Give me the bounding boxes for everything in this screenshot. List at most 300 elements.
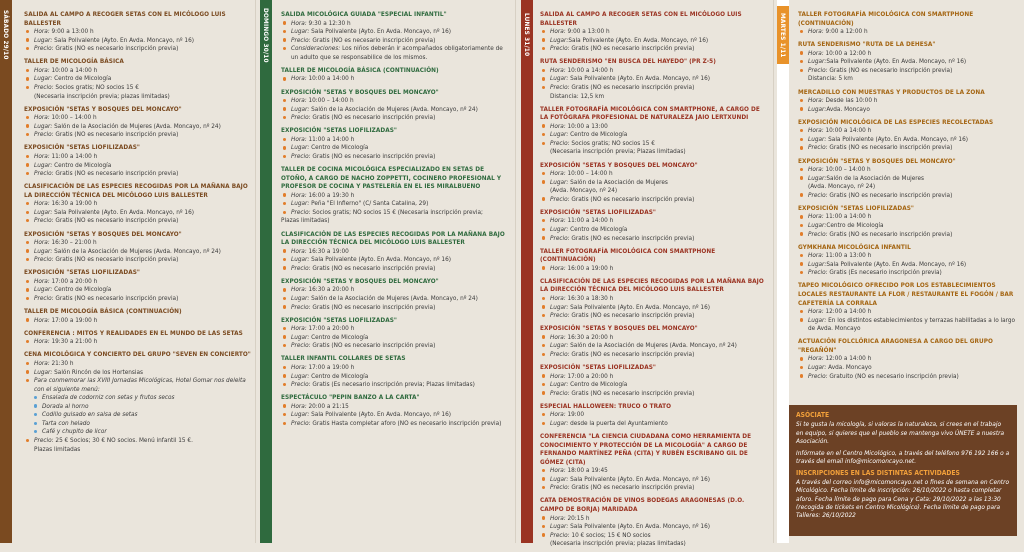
- menu-item: Dorada al horno: [24, 402, 252, 411]
- detail-value: Gratuito (NO es necesario inscripción previa): [827, 371, 959, 380]
- detail-value: (Necesaria inscripción previa; plazas limitadas): [550, 539, 686, 548]
- detail-key: Lugar:: [34, 160, 53, 169]
- event-detail: [798, 260, 1020, 269]
- event-detail: [24, 208, 252, 217]
- detail-value: Sala Polivalente (Ayto. En Avda. Moncayo, nº 16): [309, 27, 451, 36]
- detail-value: Gratis (NO es necesario inscripción previa): [310, 263, 436, 272]
- detail-value: Plazas limitadas: [34, 444, 81, 453]
- event-title: TALLER DE MICOLOGÍA BÁSICA: [24, 57, 124, 66]
- event-item: [798, 243, 1020, 277]
- detail-value: 12:00 a 14:00 h: [823, 354, 872, 363]
- event-title: TAPEO MICOLÓGICO OFRECIDO POR LOS ESTABLECIMIENTOS LOCALES RESTAURANTE LA FLOR / RESTAURANTE EL FOGÓN / BAR CAFETERÍA LA CORRALA: [798, 281, 1014, 307]
- detail-key: Hora:: [34, 359, 50, 368]
- detail-key: Hora:: [808, 126, 824, 135]
- event-detail: [540, 74, 770, 83]
- detail-key: Lugar:: [550, 177, 569, 186]
- detail-key: Precio:: [291, 418, 311, 427]
- detail-key: Hora:: [34, 199, 50, 208]
- event-title: TALLER FOTOGRAFÍA MICOLÓGICA CON SMARTPHONE, A CARGO DE LA FOTÓGRAFA PROFESIONAL DE NATURALEZA JAIO LERTXUNDI: [540, 104, 760, 122]
- event-title: GYMKHANA MICOLÓGICA INFANTIL: [798, 242, 911, 251]
- detail-value: 17:00 a 20:00 h: [49, 276, 98, 285]
- event-detail: [798, 126, 1020, 135]
- detail-value: (Necesaria inscripción previa; plazas limitadas): [34, 91, 170, 100]
- detail-value: 9:30 a 12:30 h: [306, 18, 351, 27]
- detail-key: Lugar:: [291, 27, 310, 36]
- detail-value: desde la puerta del Ayuntamiento: [568, 418, 668, 427]
- asociate-box: [789, 405, 1017, 536]
- event-detail: [281, 96, 511, 105]
- detail-key: Precio:: [550, 138, 570, 147]
- detail-key: Hora:: [291, 134, 307, 143]
- detail-key: Precio:: [550, 44, 570, 53]
- event-detail: [798, 221, 1020, 230]
- event-detail: [281, 74, 511, 83]
- event-detail: [798, 372, 1020, 381]
- detail-value: Avda. Moncayo: [826, 362, 872, 371]
- event-item: [281, 165, 511, 225]
- detail-key: Precio:: [291, 207, 311, 216]
- event-detail: [281, 324, 511, 333]
- event-item: [281, 230, 511, 273]
- event-detail: [24, 247, 252, 256]
- detail-key: Precio:: [291, 151, 311, 160]
- event-detail: [798, 354, 1020, 363]
- event-item: [24, 230, 252, 264]
- menu-item: Café y chupito de licor: [24, 427, 252, 436]
- event-detail: [24, 216, 252, 225]
- event-detail: [798, 143, 1020, 152]
- event-detail: [540, 83, 770, 92]
- detail-value: 9:00 a 12:00 h: [823, 27, 868, 36]
- event-detail: [540, 311, 770, 320]
- detail-key: Hora:: [808, 27, 824, 36]
- detail-key: Hora:: [808, 251, 824, 260]
- event-title: EXPOSICIÓN "SETAS LIOFILIZADAS": [281, 315, 397, 324]
- event-item: [24, 57, 252, 100]
- event-title: CONFERENCIA "LA CIENCIA CIUDADANA COMO HERRAMIENTA DE CONOCIMIENTO Y PROTECCIÓN DE LA MICOLOGÍA" A CARGO DE FERNANDO MARTÍNEZ PEÑA (CITA) Y RUBÉN ESCRIBANO GIL DE GÓMEZ (CITA): [540, 432, 752, 466]
- spine-martes: [777, 0, 789, 543]
- event-item: [540, 363, 770, 397]
- detail-key: Hora:: [808, 307, 824, 316]
- day-label-domingo: DOMINGO 30/10: [262, 7, 270, 63]
- event-detail: [540, 92, 770, 101]
- event-item: [540, 161, 770, 204]
- event-title: RUTA SENDERISMO "RUTA DE LA DEHESA": [798, 40, 936, 49]
- detail-value: 11:00 a 14:00 h: [565, 216, 614, 225]
- detail-value: Gratis (NO es necesario inscripción previa): [569, 388, 695, 397]
- detail-key: Lugar:: [550, 35, 569, 44]
- detail-value: 17:00 a 20:00 h: [306, 324, 355, 333]
- column-divider: [515, 0, 516, 543]
- detail-key: Hora:: [291, 285, 307, 294]
- day-label-martes: MARTES 1/11: [779, 12, 787, 58]
- detail-value: Gratis (NO es necesario inscripción previa): [53, 44, 179, 53]
- event-detail: [24, 122, 252, 131]
- detail-value: 19:30 a 21:00 h: [49, 337, 98, 346]
- detail-key: Precio:: [34, 44, 54, 53]
- event-item: [798, 10, 1020, 36]
- event-title: ESPECIAL HALLOWEEN: TRUCO O TRATO: [540, 401, 672, 410]
- detail-value: Gratis (NO es necesario inscripción previa): [569, 233, 695, 242]
- detail-value: Sala Polivalente (Ayto. En Avda. Moncayo, nº 16): [52, 35, 194, 44]
- event-detail: [798, 251, 1020, 260]
- detail-value: Salón Rincón de los Hortensias: [52, 367, 143, 376]
- detail-value: En los distintos establecimientos y terrazas habilitadas a lo largo de Avda. Moncayo: [808, 315, 1016, 333]
- event-item: [24, 10, 252, 53]
- detail-value: 10:00 – 14:00 h: [823, 165, 871, 174]
- event-detail: [798, 230, 1020, 239]
- detail-key: Lugar:: [34, 367, 53, 376]
- detail-value: 10:00 a 13:00: [565, 121, 608, 130]
- detail-value: Centro de Micología: [568, 224, 628, 233]
- detail-value: 10:00 – 14:00 h: [49, 113, 97, 122]
- event-detail: [798, 268, 1020, 277]
- event-detail: [281, 264, 511, 273]
- detail-key: Hora:: [550, 121, 566, 130]
- detail-value: Sala Polivalente (Ayto. En Avda. Moncayo, nº 16): [309, 410, 451, 419]
- detail-value: 17:00 a 20:00 h: [565, 371, 614, 380]
- detail-key: Hora:: [291, 74, 307, 83]
- detail-key: Hora:: [550, 371, 566, 380]
- detail-value: Socios gratis; NO socios 15 €: [569, 138, 655, 147]
- event-detail: [540, 372, 770, 381]
- detail-value: Centro de Micología: [309, 143, 369, 152]
- event-detail: [24, 277, 252, 286]
- detail-value: Gratis (NO es necesario inscripción previa): [53, 130, 179, 139]
- detail-key: Hora:: [808, 48, 824, 57]
- detail-value: Gratis (Es necesario inscripción previa; Plazas limitadas): [310, 380, 475, 389]
- detail-value: Gratis (NO es necesario inscripción previa): [53, 293, 179, 302]
- column-divider: [255, 0, 256, 543]
- detail-value: Distancia: 12,5 km: [550, 91, 605, 100]
- detail-key: Precio:: [550, 311, 570, 320]
- event-detail: [540, 178, 770, 187]
- event-detail: [540, 225, 770, 234]
- detail-key: Hora:: [550, 293, 566, 302]
- detail-key: Precio:: [34, 435, 54, 444]
- event-detail: [798, 135, 1020, 144]
- detail-key: Precio:: [291, 35, 311, 44]
- detail-key: Hora:: [291, 96, 307, 105]
- event-item: [798, 40, 1020, 83]
- detail-key: Precio:: [808, 268, 828, 277]
- event-detail: [24, 161, 252, 170]
- event-detail: [281, 143, 511, 152]
- event-detail: [24, 436, 252, 445]
- detail-value: Gratis (NO es necesario inscripción previa): [569, 194, 695, 203]
- detail-key: Precio:: [550, 483, 570, 492]
- detail-value: Desde las 10:00 h: [823, 96, 878, 105]
- event-detail: [798, 66, 1020, 75]
- detail-key: Lugar:: [34, 74, 53, 83]
- event-detail: [540, 514, 770, 523]
- event-item: [540, 208, 770, 242]
- detail-key: Lugar:: [808, 134, 827, 143]
- event-detail: [798, 74, 1020, 83]
- event-title: TALLER FOTOGRAFÍA MICOLÓGICA CON SMARTPHONE (CONTINUACIÓN): [798, 10, 974, 27]
- detail-key: Lugar:: [550, 522, 569, 531]
- event-detail: [281, 27, 511, 36]
- detail-value: Gratis (Es necesario inscripción previa): [827, 268, 942, 277]
- detail-key: Lugar:: [34, 246, 53, 255]
- detail-key: Precio:: [291, 380, 311, 389]
- detail-key: Precio:: [34, 169, 54, 178]
- event-detail: [540, 341, 770, 350]
- detail-key: Lugar:: [291, 143, 310, 152]
- event-detail: [24, 199, 252, 208]
- detail-key: Precio:: [550, 233, 570, 242]
- detail-value: 16:00 a 19:30 h: [306, 190, 355, 199]
- event-detail: [798, 182, 1020, 191]
- detail-key: Hora:: [291, 190, 307, 199]
- detail-key: Hora:: [808, 212, 824, 221]
- event-detail: [540, 531, 770, 540]
- detail-value: Gratis (NO es necesario inscripción previa): [569, 349, 695, 358]
- detail-value: Centro de Micología: [52, 285, 112, 294]
- detail-value: 17:00 a 19:00 h: [49, 315, 98, 324]
- detail-key: Para conmemorar las XVIII Jornadas Micológicas, Hotel Gomar nos deleita con el siguiente menú:: [34, 376, 246, 393]
- event-detail: [24, 359, 252, 368]
- event-title: RUTA SENDERISMO "EN BUSCA DEL HAYEDO" (PR Z-5): [540, 57, 716, 66]
- detail-key: Lugar:: [550, 474, 569, 483]
- event-item: [540, 277, 770, 320]
- event-detail: [281, 191, 511, 200]
- event-detail: [24, 83, 252, 92]
- event-item: [24, 105, 252, 139]
- detail-key: Hora:: [550, 65, 566, 74]
- event-detail: [24, 316, 252, 325]
- detail-key: Consideraciones:: [291, 44, 341, 53]
- event-detail: [798, 307, 1020, 316]
- detail-key: Precio:: [291, 341, 311, 350]
- event-detail: [540, 130, 770, 139]
- inscripciones-text: A través del correo info@micomoncayo.net o fines de semana en Centro Micológico. Fecha límite de inscripción: 26/10/2022 o hasta completar aforo. Fecha límite de pago para Cena y Cata: 29/10/2022 a las 13:30 (recogida de tickets en Centro Micológico). Fecha límite de pago para Talleres: 26/10/2022: [796, 478, 1010, 520]
- detail-key: Precio:: [550, 388, 570, 397]
- detail-value: Sala Polivalente (Ayto. En Avda. Moncayo, nº 16): [826, 134, 968, 143]
- detail-value: Centro de Micología: [52, 74, 112, 83]
- event-title: CLASIFICACIÓN DE LAS ESPECIES RECOGIDAS POR LA MAÑANA BAJO LA DIRECCIÓN TÉCNICA DEL MICÓLOGO LUIS BALLESTER: [24, 182, 248, 199]
- detail-key: Lugar:: [550, 302, 569, 311]
- detail-value: Gratis (NO es necesario inscripción previa): [310, 302, 436, 311]
- detail-value: Gratis (NO es necesario inscripción previa): [827, 190, 953, 199]
- detail-key: Precio:: [291, 263, 311, 272]
- detail-value: 10:00 – 14:00 h: [306, 96, 354, 105]
- detail-key: Hora:: [34, 315, 50, 324]
- detail-value: Centro de Micología: [826, 221, 884, 229]
- event-detail: [24, 368, 252, 377]
- detail-value: 10:00 a 12:00 h: [823, 48, 872, 57]
- detail-key: Hora:: [291, 362, 307, 371]
- event-detail: [281, 285, 511, 294]
- event-detail: Plazas limitadas): [281, 216, 330, 225]
- event-item: [798, 281, 1020, 332]
- detail-key: Hora:: [808, 96, 824, 105]
- event-detail: [798, 57, 1020, 66]
- detail-key: Precio:: [550, 349, 570, 358]
- detail-value: 11:00 a 14:00 h: [823, 212, 872, 221]
- event-title: CONFERENCIA : MITOS Y REALIDADES EN EL MUNDO DE LAS SETAS: [24, 328, 243, 337]
- detail-value: 10:00 a 14:00 h: [49, 65, 98, 74]
- event-item: [24, 350, 252, 453]
- detail-value: Gratis (NO es necesario inscripción previa): [53, 169, 179, 178]
- event-detail: [24, 152, 252, 161]
- detail-value: Centro de Micología: [568, 130, 628, 139]
- detail-key: Precio:: [34, 255, 54, 264]
- detail-value: 19:00: [565, 410, 585, 419]
- detail-key: Lugar:: [291, 410, 310, 419]
- event-detail: [24, 294, 252, 303]
- detail-value: Gratis (NO es necesario inscripción previa): [310, 35, 436, 44]
- detail-value: Sala Polivalente (Ayto. En Avda. Moncayo, nº 16): [826, 57, 967, 66]
- event-detail: [540, 539, 770, 548]
- event-detail: [281, 113, 511, 122]
- detail-key: Hora:: [550, 466, 566, 475]
- event-item: [798, 204, 1020, 238]
- detail-key: Lugar:: [34, 285, 53, 294]
- event-item: [798, 118, 1020, 152]
- detail-value: Salón de la Asociación de Mujeres: [568, 177, 668, 186]
- event-detail: [540, 380, 770, 389]
- detail-value: Sala Polivalente (Ayto. En Avda. Moncayo, nº 16): [568, 74, 710, 83]
- event-item: [281, 393, 511, 427]
- event-detail: [798, 105, 1020, 114]
- event-title: MERCADILLO CON MUESTRAS Y PRODUCTOS DE LA ZONA: [798, 87, 985, 96]
- detail-value: Gratis (NO es necesario inscripción previa): [569, 82, 695, 91]
- detail-key: Precio:: [808, 229, 828, 238]
- detail-value: 11:00 a 13:00 h: [823, 251, 872, 260]
- detail-value: (Avda. Moncayo, nº 24): [808, 182, 876, 191]
- detail-key: Lugar:: [291, 104, 310, 113]
- event-detail: [540, 350, 770, 359]
- event-item: [798, 337, 1020, 380]
- detail-value: Sala Polivalente (Ayto. En Avda. Moncayo, nº 16): [826, 259, 967, 268]
- event-title: EXPOSICIÓN "SETAS LIOFILIZADAS": [798, 203, 914, 212]
- day-label-lunes: LUNES 31/10: [523, 13, 531, 57]
- detail-value: 16:30 a 18:30 h: [565, 293, 614, 302]
- detail-value: 18:00 a 19:45: [565, 466, 608, 475]
- event-detail: [540, 410, 770, 419]
- detail-key: Precio:: [808, 143, 828, 152]
- detail-key: Lugar:: [291, 332, 310, 341]
- event-item: [281, 88, 511, 122]
- event-detail: [281, 419, 511, 428]
- asociate-text: Si te gusta la micología, si valoras la naturaleza, si crees en el trabajo en equipo, si quieres que el pueblo se mantenga vivo ÚNETE a nuestra Asociación.: [796, 420, 1005, 445]
- detail-value: 9:00 a 13:00 h: [565, 27, 610, 36]
- event-title: EXPOSICIÓN "SETAS Y BOSQUES DEL MONCAYO": [281, 276, 439, 285]
- column-lunes: [540, 10, 770, 552]
- detail-key: Lugar:: [808, 57, 827, 66]
- event-item: [24, 268, 252, 302]
- event-detail: [24, 66, 252, 75]
- event-detail: [24, 285, 252, 294]
- detail-value: Gratis (NO es necesario inscripción previa): [53, 255, 179, 264]
- detail-key: Hora:: [550, 169, 566, 178]
- event-item: [281, 66, 511, 83]
- detail-key: Lugar:: [550, 130, 569, 139]
- detail-key: Lugar:: [34, 207, 53, 216]
- detail-value: Centro de Micología: [309, 371, 369, 380]
- event-detail: [281, 44, 511, 61]
- event-detail: [24, 36, 252, 45]
- detail-key: Hora:: [550, 263, 566, 272]
- detail-key: Hora:: [291, 324, 307, 333]
- detail-key: Hora:: [34, 238, 50, 247]
- event-title: ACTUACIÓN FOLCLÓRICA ARAGONESA A CARGO DEL GRUPO "REGAÑÓN": [798, 337, 993, 354]
- detail-key: Lugar:: [550, 418, 569, 427]
- detail-value: Sala Polivalente (Ayto. En Avda. Moncayo, nº 16): [568, 474, 710, 483]
- detail-key: Hora:: [550, 513, 566, 522]
- event-detail: [798, 316, 1020, 333]
- event-detail: [24, 337, 252, 346]
- event-item: [540, 496, 770, 547]
- detail-value: Los niños deberán ir acompañados obligatoriamente de un adulto que se responsabilice de los mismos.: [291, 44, 503, 61]
- detail-value: Sala Polivalente (Ayto. En Avda. Moncayo, nº 16): [568, 35, 709, 44]
- event-detail: [24, 169, 252, 178]
- detail-value: 16:30 – 21:00 h: [49, 238, 97, 247]
- event-item: [798, 157, 1020, 200]
- detail-value: Salón de la Asociación de Mujeres: [826, 173, 925, 182]
- detail-key: Hora:: [34, 113, 50, 122]
- event-detail: [540, 36, 770, 45]
- detail-key: Hora:: [550, 332, 566, 341]
- event-item: [24, 329, 252, 346]
- detail-value: (Necesaria inscripción previa; Plazas limitadas): [550, 147, 686, 156]
- event-detail: [540, 303, 770, 312]
- event-detail: [281, 247, 511, 256]
- event-detail: [281, 341, 511, 350]
- event-title: EXPOSICIÓN "SETAS Y BOSQUES DEL MONCAYO": [281, 87, 439, 96]
- detail-key: Precio:: [34, 130, 54, 139]
- event-item: [540, 105, 770, 156]
- detail-key: Precio:: [550, 82, 570, 91]
- event-detail: [24, 255, 252, 264]
- event-title: EXPOSICIÓN "SETAS Y BOSQUES DEL MONCAYO": [798, 156, 956, 165]
- event-detail: [540, 139, 770, 148]
- event-item: [281, 10, 511, 61]
- event-title: CENA MICOLÓGICA Y CONCIERTO DEL GRUPO "SEVEN EN CONCIERTO": [24, 350, 251, 359]
- event-detail: [798, 49, 1020, 58]
- detail-value: Centro de Micología: [309, 332, 369, 341]
- event-title: ESPECTÁCULO "PEPIN BANZO A LA CARTA": [281, 393, 420, 402]
- detail-value: Sala Polivalente (Ayto. En Avda. Moncayo, nº 16): [309, 255, 451, 264]
- detail-key: Lugar:: [550, 380, 569, 389]
- detail-value: Distancia: 5 km: [808, 74, 853, 83]
- event-detail: [540, 264, 770, 273]
- detail-value: Gratis (NO es necesario inscripción previa): [827, 143, 953, 152]
- detail-key: Lugar:: [808, 362, 827, 371]
- event-detail: [798, 212, 1020, 221]
- detail-value: Peña "El Infierno" (C/ Santa Catalina, 29): [309, 199, 429, 208]
- detail-key: Hora:: [34, 276, 50, 285]
- menu-item: Tarta con helado: [24, 419, 252, 428]
- spine-domingo: [260, 0, 272, 543]
- detail-value: 16:00 a 19:00 h: [565, 263, 614, 272]
- detail-value: Sala Polivalente (Ayto. En Avda. Moncayo, nº 16): [568, 522, 710, 531]
- event-detail: [540, 216, 770, 225]
- event-detail: [24, 376, 252, 393]
- detail-key: Hora:: [808, 354, 824, 363]
- day-label-sabado: SÁBADO 29/10: [2, 10, 10, 60]
- column-martes: [798, 10, 1020, 385]
- event-title: EXPOSICIÓN MICOLÓGICA DE LAS ESPECIES RECOLECTADAS: [798, 117, 994, 126]
- detail-value: Gratis (NO es necesario inscripción previa): [310, 113, 436, 122]
- event-detail: [798, 165, 1020, 174]
- event-detail: [24, 92, 252, 101]
- event-detail: [281, 410, 511, 419]
- event-detail: [24, 113, 252, 122]
- event-detail: [281, 303, 511, 312]
- event-title: EXPOSICIÓN "SETAS LIOFILIZADAS": [281, 126, 397, 135]
